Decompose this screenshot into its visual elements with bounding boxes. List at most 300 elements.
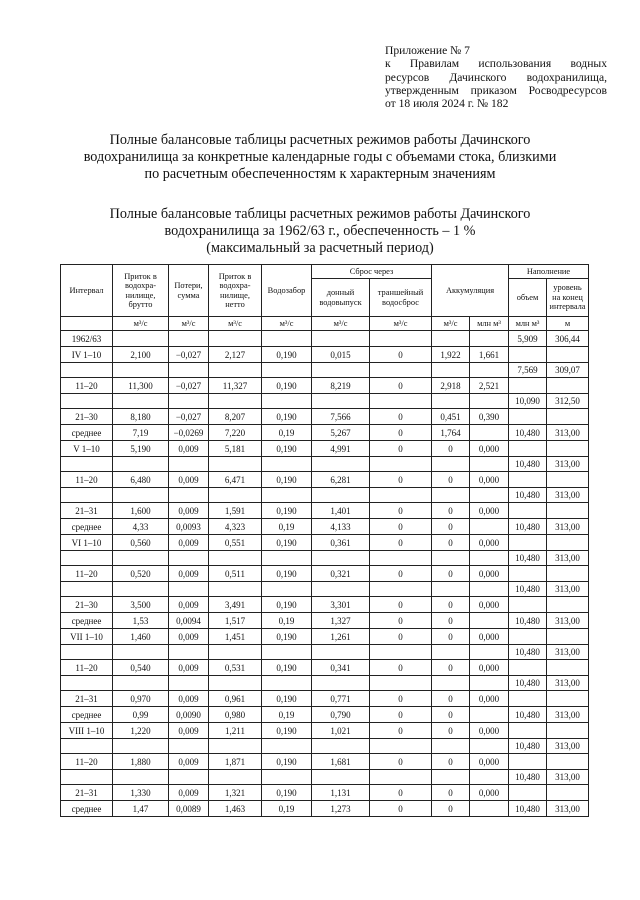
value-cell: 0 [432, 441, 470, 457]
filling-row [61, 739, 589, 754]
value-cell: 0,190 [262, 378, 312, 394]
value-cell: 0 [370, 378, 432, 394]
value-cell [547, 441, 589, 457]
empty-cell [312, 457, 370, 472]
empty-cell [209, 582, 262, 597]
value-cell: 1,591 [209, 503, 262, 519]
interval-cell: 11–20 [61, 660, 113, 676]
table-title: Полные балансовые таблицы расчетных режимов работы Дачинского водохранилища за 1962/63 г., обеспеченность – 1 % (максимальный за расчетный период) [109, 206, 531, 256]
empty-cell [61, 770, 113, 785]
empty-cell [470, 770, 509, 785]
value-cell: 0,009 [169, 691, 209, 707]
annex-line: утвержденным приказом Росводресурсов [385, 83, 607, 97]
empty-cell [262, 645, 312, 660]
value-cell: 0 [370, 597, 432, 613]
value-cell: 5,181 [209, 441, 262, 457]
value-cell: 0,190 [262, 597, 312, 613]
value-cell: 0,000 [470, 503, 509, 519]
value-cell [470, 425, 509, 441]
value-cell: 0,000 [470, 691, 509, 707]
interval-cell: 11–20 [61, 472, 113, 488]
value-cell: 0,19 [262, 425, 312, 441]
value-cell: 0,000 [470, 535, 509, 551]
value-cell: 0,0093 [169, 519, 209, 535]
value-cell: 0,000 [470, 597, 509, 613]
value-cell [470, 707, 509, 723]
empty-cell [370, 457, 432, 472]
value-cell: 0,560 [113, 535, 169, 551]
value-cell: 0 [432, 503, 470, 519]
value-cell: 8,180 [113, 409, 169, 425]
table-row [61, 597, 589, 613]
value-cell: 8,219 [312, 378, 370, 394]
value-cell: 0,19 [262, 707, 312, 723]
unit-cell: м³/с [432, 317, 470, 331]
annex-number: Приложение № 7 [385, 44, 470, 57]
value-cell [470, 519, 509, 535]
filling-row [61, 457, 589, 472]
value-cell: 11,300 [113, 378, 169, 394]
empty-cell [470, 582, 509, 597]
value-cell: 0,009 [169, 785, 209, 801]
value-cell: 1,871 [209, 754, 262, 770]
value-cell [509, 566, 547, 582]
table-row [61, 519, 589, 535]
value-cell: 0,531 [209, 660, 262, 676]
value-cell: 4,33 [113, 519, 169, 535]
value-cell: 0,540 [113, 660, 169, 676]
value-cell: 8,207 [209, 409, 262, 425]
value-cell: 0,009 [169, 441, 209, 457]
value-cell: 10,480 [509, 519, 547, 535]
value-cell: 0,19 [262, 613, 312, 629]
header-inflow-gross: Приток в водохра-нилище, брутто [113, 265, 169, 317]
interval-cell: IV 1–10 [61, 347, 113, 363]
value-cell [312, 331, 370, 347]
value-cell: 0,511 [209, 566, 262, 582]
interval-cell: 21–31 [61, 785, 113, 801]
value-cell: 1,327 [312, 613, 370, 629]
value-cell [509, 660, 547, 676]
unit-cell: м³/с [312, 317, 370, 331]
value-cell: 0,000 [470, 723, 509, 739]
value-cell [113, 331, 169, 347]
table-row [61, 785, 589, 801]
value-cell: 0,361 [312, 535, 370, 551]
document-title: Полные балансовые таблицы расчетных режимов работы Дачинского водохранилища за конкретные календарные годы с объемами стока, близкими по расчетным обеспеченностям к характерным значениям [83, 132, 557, 182]
unit-cell: млн м³ [470, 317, 509, 331]
value-cell: 2,918 [432, 378, 470, 394]
empty-cell [432, 457, 470, 472]
value-cell [547, 597, 589, 613]
empty-cell [432, 488, 470, 503]
unit-cell: млн м³ [509, 317, 547, 331]
value-cell [547, 629, 589, 645]
value-cell: 1,463 [209, 801, 262, 817]
header-volume: объем [509, 279, 547, 317]
value-cell: 0,009 [169, 597, 209, 613]
interval-cell: 11–20 [61, 566, 113, 582]
empty-cell [312, 770, 370, 785]
value-cell: 0,190 [262, 691, 312, 707]
empty-cell [470, 551, 509, 566]
empty-cell [113, 739, 169, 754]
unit-cell: м³/с [370, 317, 432, 331]
value-cell: 1,131 [312, 785, 370, 801]
filling-row [61, 676, 589, 691]
table-row [61, 660, 589, 676]
empty-cell [209, 394, 262, 409]
value-cell: 0 [370, 472, 432, 488]
empty-cell [370, 770, 432, 785]
value-cell: 1,53 [113, 613, 169, 629]
value-cell: 6,281 [312, 472, 370, 488]
value-cell: 0 [432, 691, 470, 707]
value-cell: 1,600 [113, 503, 169, 519]
header-interval: Интервал [61, 265, 113, 317]
value-cell: 0,970 [113, 691, 169, 707]
table-row [61, 723, 589, 739]
value-cell: 0 [432, 566, 470, 582]
filling-row [61, 551, 589, 566]
value-cell: 0,009 [169, 566, 209, 582]
empty-cell [370, 551, 432, 566]
value-cell: 0,0089 [169, 801, 209, 817]
value-cell: 0,000 [470, 785, 509, 801]
value-cell [509, 723, 547, 739]
empty-cell [370, 488, 432, 503]
value-cell: 11,327 [209, 378, 262, 394]
table-row [61, 503, 589, 519]
value-cell: 313,00 [547, 645, 589, 660]
filling-row [61, 645, 589, 660]
value-cell [169, 331, 209, 347]
table-row [61, 707, 589, 723]
value-cell [509, 503, 547, 519]
interval-cell: 1962/63 [61, 331, 113, 347]
value-cell: 10,480 [509, 739, 547, 754]
value-cell: 306,44 [547, 331, 589, 347]
empty-cell [61, 582, 113, 597]
value-cell: 313,00 [547, 519, 589, 535]
empty-cell [370, 645, 432, 660]
value-cell [509, 378, 547, 394]
empty-cell [169, 582, 209, 597]
annex-line: к Правилам использования водных [385, 57, 607, 71]
value-cell: 0,99 [113, 707, 169, 723]
empty-cell [169, 645, 209, 660]
value-cell: 3,491 [209, 597, 262, 613]
unit-cell: м [547, 317, 589, 331]
value-cell: 0,0094 [169, 613, 209, 629]
value-cell: 0,190 [262, 472, 312, 488]
empty-cell [470, 739, 509, 754]
header-discharge: Сброс через [312, 265, 432, 279]
value-cell: 0 [432, 723, 470, 739]
value-cell: 0 [370, 723, 432, 739]
value-cell: −0,0269 [169, 425, 209, 441]
interval-cell: среднее [61, 707, 113, 723]
value-cell: 1,401 [312, 503, 370, 519]
empty-cell [209, 645, 262, 660]
value-cell [509, 441, 547, 457]
value-cell: 10,480 [509, 613, 547, 629]
value-cell: 1,220 [113, 723, 169, 739]
value-cell [262, 331, 312, 347]
empty-cell [61, 739, 113, 754]
interval-cell: 21–31 [61, 691, 113, 707]
value-cell: 1,451 [209, 629, 262, 645]
interval-cell: 21–30 [61, 597, 113, 613]
value-cell: 0,520 [113, 566, 169, 582]
interval-cell: среднее [61, 519, 113, 535]
empty-cell [432, 551, 470, 566]
empty-cell [262, 488, 312, 503]
value-cell: 0,190 [262, 723, 312, 739]
value-cell: 10,480 [509, 801, 547, 817]
value-cell: 2,100 [113, 347, 169, 363]
value-cell: 0,000 [470, 441, 509, 457]
empty-cell [209, 457, 262, 472]
empty-cell [470, 645, 509, 660]
value-cell: 0 [432, 660, 470, 676]
value-cell: 10,480 [509, 551, 547, 566]
value-cell: 313,00 [547, 613, 589, 629]
unit-cell: м³/с [169, 317, 209, 331]
value-cell: 0,015 [312, 347, 370, 363]
value-cell [547, 754, 589, 770]
value-cell: 312,50 [547, 394, 589, 409]
value-cell: 4,323 [209, 519, 262, 535]
value-cell [432, 331, 470, 347]
empty-cell [312, 645, 370, 660]
units-row [61, 317, 589, 331]
value-cell: 313,00 [547, 770, 589, 785]
value-cell: 0 [370, 441, 432, 457]
value-cell: 0 [432, 597, 470, 613]
value-cell: 2,521 [470, 378, 509, 394]
unit-cell: м³/с [262, 317, 312, 331]
value-cell: 4,133 [312, 519, 370, 535]
empty-cell [113, 676, 169, 691]
value-cell [547, 691, 589, 707]
table-row [61, 472, 589, 488]
empty-cell [370, 363, 432, 378]
value-cell: −0,027 [169, 347, 209, 363]
interval-cell: 11–20 [61, 378, 113, 394]
empty-cell [113, 457, 169, 472]
value-cell: 0 [432, 613, 470, 629]
value-cell: 0,321 [312, 566, 370, 582]
empty-cell [470, 457, 509, 472]
value-cell: 10,480 [509, 582, 547, 597]
table-row [61, 378, 589, 394]
value-cell: 0,009 [169, 503, 209, 519]
header-bottom-outlet: донный водовыпуск [312, 279, 370, 317]
unit-cell: м³/с [113, 317, 169, 331]
annex-date: от 18 июля 2024 г. № 182 [385, 97, 509, 111]
empty-cell [432, 645, 470, 660]
value-cell: 0 [370, 801, 432, 817]
empty-cell [262, 770, 312, 785]
value-cell: 0,000 [470, 754, 509, 770]
empty-cell [432, 363, 470, 378]
value-cell: 313,00 [547, 582, 589, 597]
empty-cell [113, 488, 169, 503]
empty-cell [470, 676, 509, 691]
empty-cell [312, 488, 370, 503]
value-cell: 0 [370, 566, 432, 582]
empty-cell [262, 551, 312, 566]
value-cell [547, 785, 589, 801]
value-cell: 0,451 [432, 409, 470, 425]
value-cell: 0,009 [169, 535, 209, 551]
value-cell: 0,000 [470, 660, 509, 676]
value-cell [509, 785, 547, 801]
value-cell: 313,00 [547, 551, 589, 566]
value-cell [509, 629, 547, 645]
value-cell: 10,480 [509, 707, 547, 723]
value-cell: 5,267 [312, 425, 370, 441]
value-cell: 0,009 [169, 629, 209, 645]
value-cell: 10,480 [509, 645, 547, 660]
value-cell [370, 331, 432, 347]
header-withdrawal: Водозабор [262, 265, 312, 317]
value-cell: 0,341 [312, 660, 370, 676]
value-cell [509, 597, 547, 613]
header-accumulation: Аккумуляция [432, 265, 509, 317]
empty-cell [169, 676, 209, 691]
empty-cell [432, 739, 470, 754]
value-cell: 3,301 [312, 597, 370, 613]
value-cell: 0,0090 [169, 707, 209, 723]
table-row [61, 409, 589, 425]
value-cell [470, 331, 509, 347]
value-cell: 0 [370, 519, 432, 535]
value-cell: 1,211 [209, 723, 262, 739]
value-cell: 0 [432, 801, 470, 817]
table-row [61, 629, 589, 645]
table-row [61, 801, 589, 817]
value-cell [547, 347, 589, 363]
value-cell: 10,480 [509, 676, 547, 691]
table-body [61, 331, 589, 817]
value-cell: 0 [432, 785, 470, 801]
value-cell [547, 566, 589, 582]
empty-cell [113, 551, 169, 566]
empty-cell [262, 363, 312, 378]
value-cell: 6,480 [113, 472, 169, 488]
value-cell [547, 378, 589, 394]
empty-cell [61, 551, 113, 566]
value-cell: 0 [432, 707, 470, 723]
value-cell: 0,000 [470, 566, 509, 582]
empty-cell [470, 394, 509, 409]
value-cell: 3,500 [113, 597, 169, 613]
empty-cell [113, 770, 169, 785]
value-cell: 0 [432, 472, 470, 488]
unit-cell: м³/с [209, 317, 262, 331]
value-cell: 0,961 [209, 691, 262, 707]
value-cell [547, 472, 589, 488]
value-cell: 0,19 [262, 519, 312, 535]
filling-row [61, 770, 589, 785]
empty-cell [169, 363, 209, 378]
value-cell: 0 [370, 754, 432, 770]
empty-cell [262, 394, 312, 409]
value-cell [547, 503, 589, 519]
value-cell: 1,021 [312, 723, 370, 739]
interval-cell: 11–20 [61, 754, 113, 770]
empty-cell [312, 582, 370, 597]
value-cell: 0 [432, 535, 470, 551]
empty-cell [61, 488, 113, 503]
header-losses: Потери, сумма [169, 265, 209, 317]
value-cell: 7,19 [113, 425, 169, 441]
value-cell [509, 691, 547, 707]
value-cell: 7,569 [509, 363, 547, 378]
empty-cell [432, 770, 470, 785]
value-cell: 313,00 [547, 801, 589, 817]
value-cell: 1,47 [113, 801, 169, 817]
empty-cell [61, 394, 113, 409]
value-cell: 1,922 [432, 347, 470, 363]
value-cell: 0,551 [209, 535, 262, 551]
empty-cell [432, 676, 470, 691]
value-cell: 0 [370, 409, 432, 425]
empty-cell [312, 739, 370, 754]
value-cell: 0,190 [262, 660, 312, 676]
value-cell: 0 [370, 503, 432, 519]
value-cell: 313,00 [547, 457, 589, 472]
value-cell [547, 660, 589, 676]
empty-cell [370, 739, 432, 754]
value-cell: 0 [370, 535, 432, 551]
value-cell [470, 801, 509, 817]
value-cell: 1,517 [209, 613, 262, 629]
empty-cell [209, 676, 262, 691]
empty-cell [113, 645, 169, 660]
value-cell: 0,190 [262, 347, 312, 363]
empty-cell [113, 394, 169, 409]
filling-row [61, 582, 589, 597]
value-cell: 6,471 [209, 472, 262, 488]
filling-row [61, 488, 589, 503]
table-row [61, 441, 589, 457]
value-cell [470, 613, 509, 629]
value-cell: 0 [370, 629, 432, 645]
value-cell: 0,190 [262, 503, 312, 519]
value-cell: 313,00 [547, 676, 589, 691]
empty-cell [312, 363, 370, 378]
value-cell: 1,261 [312, 629, 370, 645]
value-cell [509, 754, 547, 770]
value-cell: 309,07 [547, 363, 589, 378]
filling-row [61, 363, 589, 378]
empty-cell [470, 363, 509, 378]
header-level: уровень на конец интервала [547, 279, 589, 317]
header-trench-spillway: траншейный водосброс [370, 279, 432, 317]
table-row [61, 613, 589, 629]
value-cell: 313,00 [547, 488, 589, 503]
value-cell: 0 [370, 785, 432, 801]
value-cell: 1,764 [432, 425, 470, 441]
table-row [61, 691, 589, 707]
interval-cell: среднее [61, 425, 113, 441]
value-cell: 0,390 [470, 409, 509, 425]
table-row [61, 331, 589, 347]
empty-cell [312, 394, 370, 409]
